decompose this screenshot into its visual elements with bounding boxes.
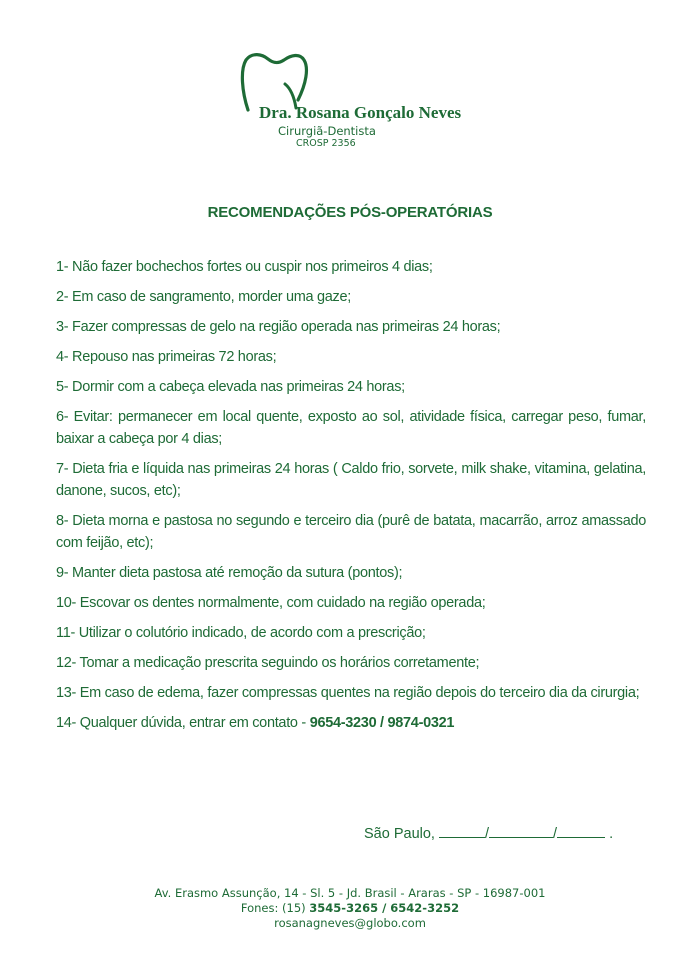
list-item: 2- Em caso de sangramento, morder uma gaze; [56, 289, 351, 305]
date-separator: / [553, 826, 558, 842]
list-item: 6- Evitar: permanecer em local quente, exposto ao sol, atividade física, carregar peso, fumar, baixar a cabeça por 4 dias; [56, 409, 646, 447]
list-item: 10- Escovar os dentes normalmente, com cuidado na região operada; [56, 595, 486, 611]
footer [0, 886, 700, 931]
page-title: RECOMENDAÇÕES PÓS-OPERATÓRIAS [207, 204, 493, 221]
footer-phones-prefix: Fones: (15) [240, 901, 310, 915]
list-item: 13- Em caso de edema, fazer compressas quentes na região depois do terceiro dia da cirurgia; [56, 685, 640, 701]
date-month-blank[interactable] [489, 826, 553, 838]
footer-email: rosanagneves@globo.com [274, 916, 426, 930]
list-item: 1- Não fazer bochechos fortes ou cuspir nos primeiros 4 dias; [56, 259, 433, 275]
footer-address: Av. Erasmo Assunção, 14 - Sl. 5 - Jd. Brasil - Araras - SP - 16987-001 [154, 886, 546, 900]
list-item: 8- Dieta morna e pastosa no segundo e terceiro dia (purê de batata, macarrão, arroz amassado com feijão, etc); [56, 513, 646, 551]
list-item: 3- Fazer compressas de gelo na região operada nas primeiras 24 horas; [56, 319, 501, 335]
doctor-role: Cirurgiã-Dentista [278, 124, 376, 138]
contact-phones: 9654-3230 / 9874-0321 [309, 715, 455, 731]
signature-end: . [609, 826, 614, 842]
list-item: 4- Repouso nas primeiras 72 horas; [56, 349, 277, 365]
list-item: 9- Manter dieta pastosa até remoção da sutura (pontos); [56, 565, 403, 581]
header-logo [238, 48, 478, 153]
signature-line [364, 826, 613, 842]
date-day-blank[interactable] [439, 826, 485, 838]
footer-phones-value: 3545-3265 / 6542-3252 [309, 901, 460, 915]
list-item: 5- Dormir com a cabeça elevada nas primeiras 24 horas; [56, 379, 405, 395]
date-year-blank[interactable] [557, 826, 605, 838]
list-item: 12- Tomar a medicação prescrita seguindo os horários corretamente; [56, 655, 480, 671]
contact-prefix: 14- Qualquer dúvida, entrar em contato - [56, 715, 310, 731]
doctor-name: Dra. Rosana Gonçalo Neves [259, 103, 462, 122]
list-item: 7- Dieta fria e líquida nas primeiras 24 horas ( Caldo frio, sorvete, milk shake, vitamina, gelatina, danone, sucos, etc); [56, 461, 646, 499]
contact-item [56, 712, 646, 734]
recommendation-list [56, 256, 646, 742]
signature-city: São Paulo, [364, 826, 435, 842]
doctor-crosp: CROSP 2356 [296, 138, 356, 149]
date-separator: / [484, 826, 490, 842]
footer-phones [0, 901, 700, 916]
list-item: 11- Utilizar o colutório indicado, de acordo com a prescrição; [56, 625, 426, 641]
